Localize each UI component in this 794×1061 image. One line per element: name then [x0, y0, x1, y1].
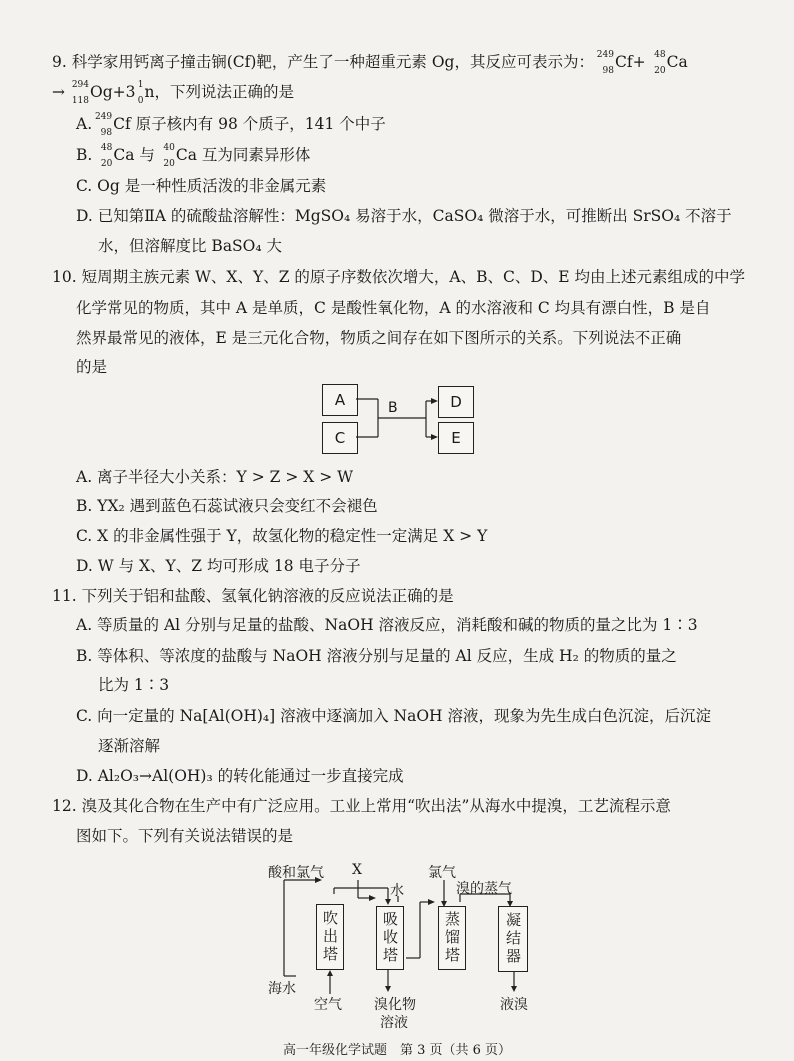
box-c: C: [322, 422, 358, 454]
diagram-arrows: [318, 384, 498, 454]
label-bromide-1: 溴化物: [374, 997, 416, 1013]
q10-stem-line1: 10. 短周期主族元素 W、X、Y、Z 的原子序数依次增大，A、B、C、D、E 均由上述元素组成的中学: [52, 268, 746, 286]
q10-option-c: C. X 的非金属性强于 Y，故氢化物的稳定性一定满足 X > Y: [76, 527, 488, 545]
q9-option-a: A. 249 98 Cf 原子核内有 98 个质子，141 个中子: [76, 112, 386, 138]
q10-option-d: D. W 与 X、Y、Z 均可形成 18 电子分子: [76, 557, 361, 575]
q9-option-d-line1: D. 已知第ⅡA 的硫酸盐溶解性：MgSO₄ 易溶于水，CaSO₄ 微溶于水，可推断出 SrSO₄ 不溶于: [76, 207, 732, 225]
q10-option-b: B. YX₂ 遇到蓝色石蕊试液只会变红不会褪色: [76, 497, 378, 515]
label-chlorine: 氯气: [428, 865, 456, 881]
q9-stem-line1: 9. 科学家用钙离子撞击锎(Cf)靶，产生了一种超重元素 Og，其反应可表示为： 249 98 Cf+ 48 20 Ca: [52, 50, 688, 76]
q12-stem-line2: 图如下。下列有关说法错误的是: [76, 827, 294, 845]
q10-stem-line3: 然界最常见的液体，E 是三元化合物，物质之间存在如下图所示的关系。下列说法不正确: [76, 329, 682, 347]
box-a: A: [322, 384, 358, 416]
isotope-cf249: 249 98: [596, 50, 614, 76]
condenser: 凝结器: [498, 906, 528, 972]
q9-option-c: C. Og 是一种性质活泼的非金属元素: [76, 177, 327, 195]
q12-stem-line1: 12. 溴及其化合物在生产中有广泛应用。工业上常用“吹出法”从海水中提溴，工艺流程示意: [52, 797, 671, 815]
q11-option-a: A. 等质量的 Al 分别与足量的盐酸、NaOH 溶液反应，消耗酸和碱的物质的量之比为 1∶3: [76, 616, 698, 634]
isotope-ca48: 48 20: [654, 50, 666, 76]
tower-distillation: 蒸馏塔: [438, 906, 466, 970]
tower-absorption: 吸收塔: [376, 906, 404, 970]
isotope-og294: 294 118: [71, 80, 89, 106]
label-acid-chlorine: 酸和氯气: [268, 865, 324, 881]
q10-stem-line2: 化学常见的物质，其中 A 是单质，C 是酸性氧化物，A 的水溶液和 C 均具有漂白性，B 是自: [76, 299, 711, 317]
q11-stem: 11. 下列关于铝和盐酸、氢氧化钠溶液的反应说法正确的是: [52, 587, 454, 605]
page-footer: 高一年级化学试题 第 3 页（共 6 页）: [282, 1043, 512, 1058]
q10-stem-line4: 的是: [76, 358, 108, 376]
q9-option-b: B. 48 20 Ca 与 40 20 Ca 互为同素异形体: [76, 143, 311, 169]
label-bromine-vapor: 溴的蒸气: [456, 881, 512, 897]
label-bromide-2: 溶液: [380, 1015, 408, 1031]
isotope-cf249-a: 249 98: [94, 112, 113, 138]
q12-process-flowchart: [260, 858, 560, 1030]
tower-blow-out: 吹出塔: [316, 904, 344, 970]
label-air: 空气: [314, 997, 342, 1013]
isotope-neutron: 1 0: [137, 80, 144, 106]
q10-option-a: A. 离子半径大小关系：Y > Z > X > W: [76, 468, 354, 486]
isotope-ca40-b: 40 20: [163, 143, 175, 169]
q11-option-c-line1: C. 向一定量的 Na[Al(OH)₄] 溶液中逐滴加入 NaOH 溶液，现象为先生成白色沉淀，后沉淀: [76, 707, 711, 725]
box-d: D: [438, 386, 474, 418]
box-e: E: [438, 422, 474, 454]
q9-option-d-line2: 水，但溶解度比 BaSO₄ 大: [98, 237, 283, 255]
isotope-ca48-b: 48 20: [100, 143, 113, 169]
q9-stem-line2: → 294 118 Og+3 1 0 n，下列说法正确的是: [52, 80, 294, 106]
q11-option-c-line2: 逐渐溶解: [98, 737, 161, 755]
label-seawater: 海水: [268, 981, 296, 997]
label-x: X: [352, 862, 362, 878]
q11-option-d: D. Al₂O₃→Al(OH)₃ 的转化能通过一步直接完成: [76, 767, 404, 785]
q11-option-b-line2: 比为 1∶3: [98, 676, 170, 694]
label-liquid-bromine: 液溴: [500, 997, 528, 1013]
q10-relation-diagram: [318, 384, 498, 454]
label-b: B: [388, 400, 398, 416]
q11-option-b-line1: B. 等体积、等浓度的盐酸与 NaOH 溶液分别与足量的 Al 反应，生成 H₂ 的物质的量之: [76, 647, 677, 665]
label-water: 水: [390, 883, 404, 899]
